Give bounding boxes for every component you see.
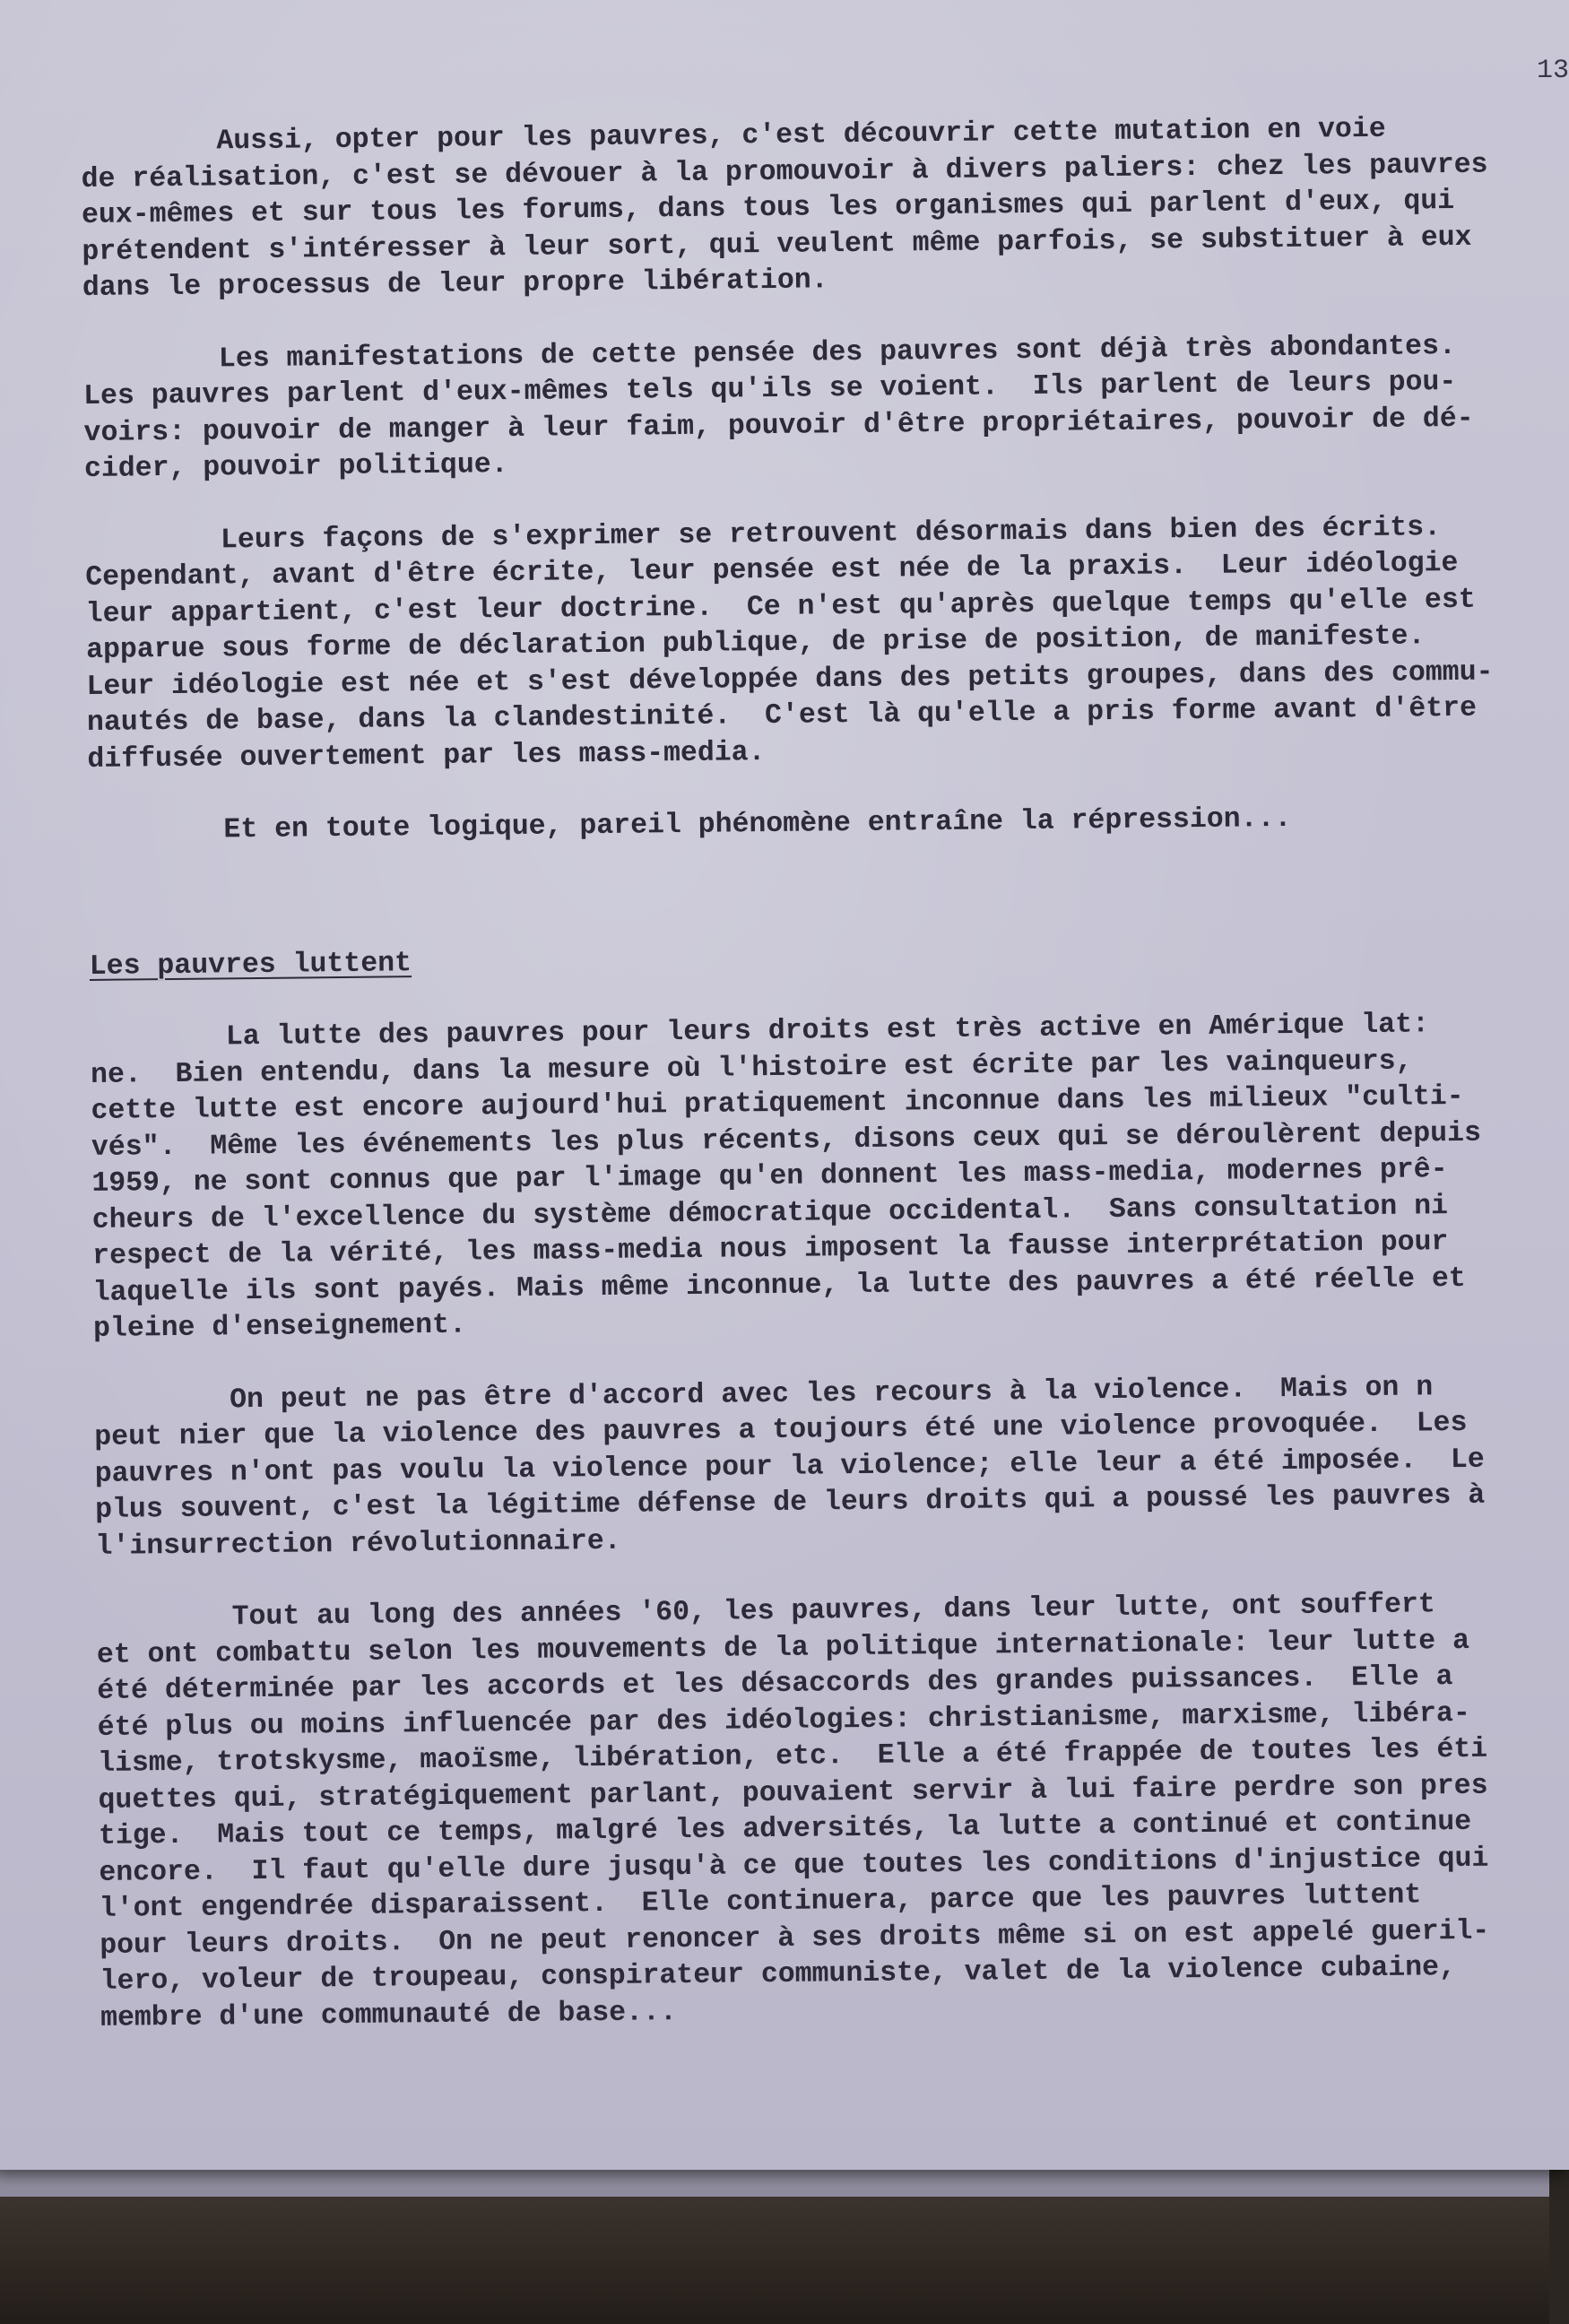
text-line: eux-mêmes et sur tous les forums, dans tous les organismes qui parlent d'eux, qui <box>81 185 1455 231</box>
section-before-heading <box>81 110 1531 850</box>
text-line: Tout au long des années '60, les pauvres, dans leur lutte, ont souffert <box>96 1589 1435 1635</box>
text-line: diffusée ouvertement par les mass-media. <box>87 736 766 776</box>
text-line: nautés de base, dans la clandestinité. C'est là qu'elle a pris forme avant d'être <box>86 692 1478 739</box>
page-number: 13 <box>1536 56 1569 86</box>
text-line: Leurs façons de s'exprimer se retrouvent désormais dans bien des écrits. <box>84 511 1442 558</box>
text-line: dans le processus de leur propre libération. <box>82 264 828 304</box>
paragraph <box>96 1586 1544 2037</box>
section-after-heading <box>90 1006 1544 2037</box>
text-line: laquelle ils sont payés. Mais même inconnue, la lutte des pauvres a été réelle et <box>92 1262 1466 1309</box>
text-line: Leur idéologie est née et s'est développée dans des petits groupes, dans des commu- <box>86 656 1494 703</box>
page-text <box>81 110 1545 2073</box>
text-line: On peut ne pas être d'accord avec les recours à la violence. Mais on n <box>93 1371 1434 1418</box>
text-line: prétendent s'intéresser à leur sort, qui veulent même parfois, se substituer à eux <box>82 221 1472 268</box>
text-line: cider, pouvoir politique. <box>83 449 508 485</box>
text-line: et ont combattu selon les mouvements de la politique internationale: leur lutte a <box>96 1625 1470 1671</box>
text-line: 1959, ne sont connus que par l'image qu'en donnent les mass-media, modernes prê- <box>91 1154 1448 1200</box>
text-line: pour leurs droits. On ne peut renoncer à ses droits même si on est appelé gueril- <box>100 1915 1490 1962</box>
text-line: plus souvent, c'est la légitime défense de leurs droits qui a poussé les pauvres à <box>94 1479 1486 1526</box>
text-line: voirs: pouvoir de manger à leur faim, pouvoir d'être propriétaires, pouvoir de dé- <box>83 403 1474 449</box>
text-line: l'insurrection révolutionnaire. <box>95 1525 621 1563</box>
text-line: La lutte des pauvres pour leurs droits est très active en Amérique lat: <box>90 1009 1430 1054</box>
text-line: tige. Mais tout ce temps, malgré les adversités, la lutte a continué et continue <box>98 1806 1472 1852</box>
paragraph <box>88 799 1531 850</box>
paragraph <box>83 328 1529 489</box>
text-line: Les manifestations de cette pensée des pauvres sont déjà très abondantes. <box>82 330 1456 377</box>
text-line: cette lutte est encore aujourd'hui pratiquement inconnue dans les milieux "culti- <box>91 1080 1464 1127</box>
text-line: lero, voleur de troupeau, conspirateur communiste, valet de la violence cubaine, <box>100 1952 1457 1998</box>
section-heading: Les pauvres luttent <box>89 947 412 983</box>
paragraph <box>90 1006 1537 1348</box>
text-line: peut nier que la violence des pauvres a toujours été une violence provoquée. Les <box>94 1407 1468 1453</box>
text-line: ne. Bien entendu, dans la mesure où l'histoire est écrite par les vainqueurs, <box>90 1045 1413 1091</box>
text-line: Aussi, opter pour les pauvres, c'est découvrir cette mutation en voie <box>81 113 1386 159</box>
text-line: l'ont engendrée disparaissent. Elle continuera, parce que les pauvres luttent <box>99 1879 1422 1925</box>
text-line: membre d'une communauté de base... <box>100 1996 677 2034</box>
text-line: cheurs de l'excellence du système démocratique occidental. Sans consultation ni <box>91 1190 1449 1236</box>
text-line: lisme, trotskysme, maoïsme, libération, etc. Elle a été frappée de toutes les éti <box>97 1733 1488 1780</box>
paragraph <box>85 509 1531 778</box>
text-line: vés". Même les événements les plus récents, disons ceux qui se déroulèrent depuis <box>91 1117 1482 1164</box>
text-line: respect de la vérité, les mass-media nous imposent la fausse interprétation pour <box>92 1227 1449 1272</box>
text-line: quettes qui, stratégiquement parlant, pouvaient servir à lui faire perdre son pres <box>98 1770 1488 1817</box>
text-line: Et en toute logique, pareil phénomène entraîne la répression... <box>88 802 1292 847</box>
text-line: été déterminée par les accords et les désaccords des grandes puissances. Elle a <box>97 1661 1453 1707</box>
text-line: Les pauvres parlent d'eux-mêmes tels qu'ils se voient. Ils parlent de leurs pou- <box>82 366 1457 412</box>
paragraph <box>94 1369 1539 1565</box>
text-line: apparue sous forme de déclaration publique, de prise de position, de manifeste. <box>85 620 1426 666</box>
text-line: pleine d'enseignement. <box>92 1309 467 1345</box>
text-line: pauvres n'ont pas voulu la violence pour la violence; elle leur a été imposée. Le <box>94 1444 1485 1490</box>
text-line: été plus ou moins influencée par des idéologies: christianisme, marxisme, libéra- <box>97 1697 1470 1744</box>
text-line: Cependant, avant d'être écrite, leur pensée est née de la praxis. Leur idéologie <box>85 547 1459 594</box>
text-line: leur appartient, c'est leur doctrine. Ce n'est qu'après quelque temps qu'elle est <box>85 584 1476 630</box>
text-line: de réalisation, c'est se dévouer à la promouvoir à divers paliers: chez les pauvres <box>81 149 1488 195</box>
text-line: encore. Il faut qu'elle dure jusqu'à ce que toutes les conditions d'injustice qui <box>99 1843 1489 1889</box>
paragraph <box>81 110 1526 307</box>
desk-surface <box>0 2197 1549 2324</box>
